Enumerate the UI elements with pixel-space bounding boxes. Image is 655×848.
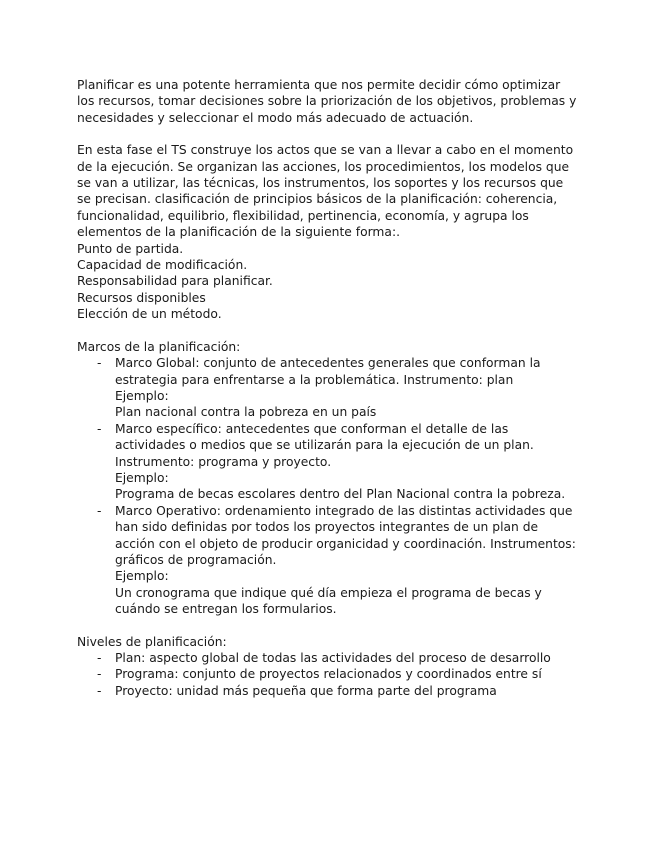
list-item [77,421,577,503]
niveles-heading: Niveles de planificación: [77,634,227,649]
list-item [77,650,577,666]
list-item [77,683,577,699]
phase-line: Punto de partida. [77,241,184,256]
example-text: Un cronograma que indique qué día empieza el programa de becas y cuándo se entregan los formularios. [115,585,542,617]
example-label: Ejemplo: [115,470,169,485]
spacer [77,126,577,142]
marcos-heading: Marcos de la planificación: [77,339,241,354]
list-item [77,503,577,618]
list-item [77,666,577,682]
spacer [77,323,577,339]
example-text: Plan nacional contra la pobreza en un país [115,405,377,420]
phase-line: Responsabilidad para planificar. [77,274,273,289]
example-label: Ejemplo: [115,569,169,584]
dash-bullet: - [97,683,102,698]
dash-bullet: - [97,667,102,682]
spacer [77,618,577,634]
list-item [77,355,577,421]
example-label: Ejemplo: [115,388,169,403]
phase-paragraph: En esta fase el TS construye los actos que se van a llevar a cabo en el momento de la ejecución. Se organizan las acciones, los procedimientos, los modelos que se van a utilizar, las técnicas, los instrumentos, los soportes y los recursos que se precisan. clasificación de principios básicos de la planificación: coherencia, funcionalidad, equilibrio, flexibilidad, pertinencia, economía, y agrupa los elementos de la planificación de la siguiente forma:. [77,143,574,240]
intro-paragraph: Planificar es una potente herramienta que nos permite decidir cómo optimizar los recursos, tomar decisiones sobre la priorización de los objetivos, problemas y necesidades y seleccionar el modo más adecuado de actuación. [77,78,577,125]
marco-text: Marco Global: conjunto de antecedentes generales que conforman la estrategia para enfrentarse a la problemática. Instrumento: plan [115,356,541,387]
nivel-text: Proyecto: unidad más pequeña que forma parte del programa [115,683,497,698]
dash-bullet: - [97,503,102,518]
niveles-list [77,650,577,699]
marco-text: Marco específico: antecedentes que conforman el detalle de las actividades o medios que se utilizarán para la ejecución de un plan. Instrumento: programa y proyecto. [115,421,534,469]
dash-bullet: - [97,651,102,665]
marcos-list [77,355,577,618]
dash-bullet: - [97,421,102,436]
nivel-text: Plan: aspecto global de todas las actividades del proceso de desarrollo [115,651,551,665]
phase-line: Elección de un método. [77,307,222,322]
nivel-text: Programa: conjunto de proyectos relacionados y coordinados entre sí [115,667,542,682]
document-page [77,77,577,699]
example-text: Programa de becas escolares dentro del Plan Nacional contra la pobreza. [115,487,566,502]
dash-bullet: - [97,356,102,371]
phase-line: Recursos disponibles [77,290,206,305]
marco-text: Marco Operativo: ordenamiento integrado de las distintas actividades que han sido definidas por todos los proyectos integrantes de un plan de acción con el objeto de producir organicidad y coordinación. Instrumentos: gráficos de programación. [115,503,576,567]
phase-line: Capacidad de modificación. [77,258,248,273]
